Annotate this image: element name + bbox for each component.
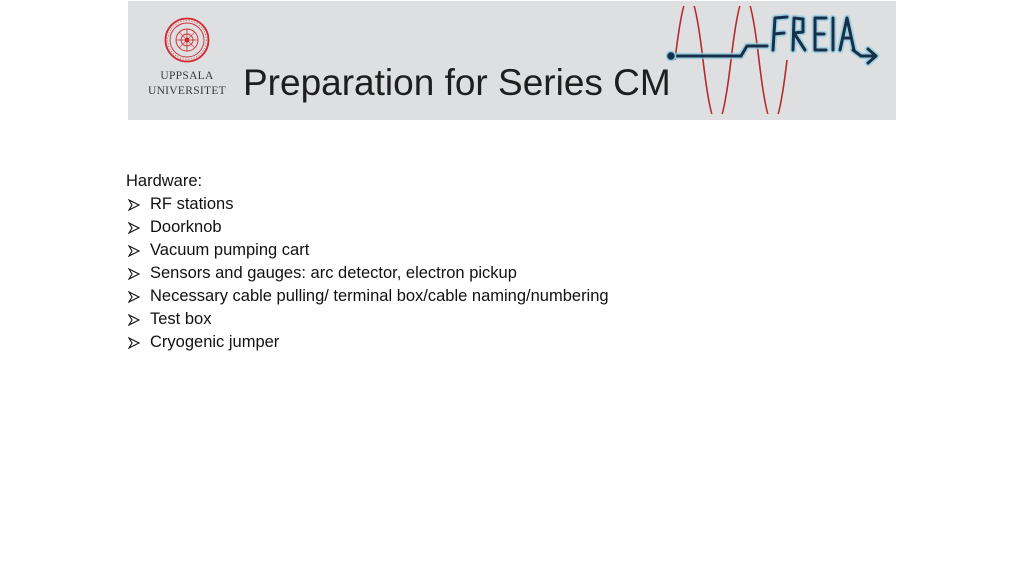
list-item — [126, 285, 886, 308]
list-item — [126, 331, 886, 354]
list-item-text: Vacuum pumping cart — [150, 241, 310, 259]
arrowhead-bullet-icon — [128, 268, 140, 280]
uppsala-university-logo — [144, 17, 230, 103]
list-item — [126, 216, 886, 239]
arrowhead-bullet-icon — [128, 337, 140, 349]
list-item-text: Cryogenic jumper — [150, 333, 280, 351]
hardware-list — [126, 193, 886, 354]
list-item — [126, 308, 886, 331]
university-seal-icon — [164, 17, 210, 63]
list-item — [126, 239, 886, 262]
list-item-text: Necessary cable pulling/ terminal box/cable naming/numbering — [150, 287, 609, 305]
freia-sine-wave — [675, 6, 787, 114]
university-name — [144, 69, 230, 99]
freia-logo — [663, 6, 883, 114]
list-item-text: RF stations — [150, 195, 234, 213]
university-name-line1: UPPSALA — [160, 70, 214, 82]
arrowhead-bullet-icon — [128, 222, 140, 234]
list-item-text: Doorknob — [150, 218, 222, 236]
hardware-heading: Hardware: — [126, 172, 203, 190]
arrowhead-bullet-icon — [128, 291, 140, 303]
arrowhead-bullet-icon — [128, 314, 140, 326]
page-title: Preparation for Series CM — [243, 62, 671, 103]
header-banner — [128, 1, 896, 120]
university-name-line2: UNIVERSITET — [147, 85, 227, 97]
arrowhead-bullet-icon — [128, 199, 140, 211]
slide-content — [126, 170, 886, 354]
list-item — [126, 193, 886, 216]
arrowhead-bullet-icon — [128, 245, 140, 257]
list-item-text: Sensors and gauges: arc detector, electron pickup — [150, 264, 517, 282]
list-item-text: Test box — [150, 310, 212, 328]
list-item — [126, 262, 886, 285]
